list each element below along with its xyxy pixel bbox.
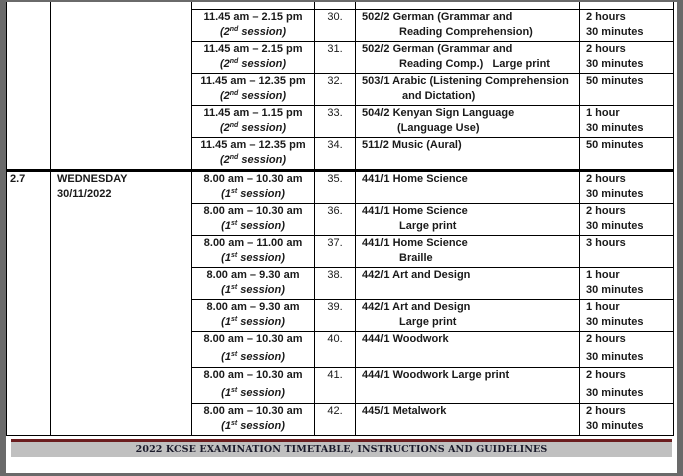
session-label: (1st session)	[221, 284, 285, 296]
paper-index: 36.	[315, 204, 356, 236]
duration-cell: 1 hour 30 minutes	[580, 268, 674, 300]
paper-index: 41.	[315, 368, 356, 404]
time-range: 11.45 am – 12.35 pm	[200, 139, 306, 151]
paper-index: 39.	[315, 300, 356, 332]
paper-index: 34.	[315, 138, 356, 171]
paper-title: 504/2 Kenyan Sign Language	[362, 107, 515, 119]
paper-subtitle: Braille	[399, 252, 433, 264]
time-cell	[192, 404, 315, 436]
paper-title: 442/1 Art and Design	[362, 269, 471, 281]
continuation-row	[7, 2, 674, 10]
session-label: (2nd session)	[219, 154, 287, 166]
session-label: (1st session)	[221, 351, 285, 363]
duration-cell: 3 hours	[580, 236, 674, 268]
paper-title: 502/2 German (Grammar and	[362, 43, 513, 55]
time-cell	[192, 138, 315, 171]
session-label: (1st session)	[221, 252, 285, 264]
duration-cell: 2 hours 30 minutes	[580, 368, 674, 404]
paper-cell	[356, 332, 580, 368]
day-label: WEDNESDAY	[57, 173, 128, 185]
paper-subtitle: Reading Comprehension)	[399, 26, 533, 38]
time-range: 8.00 am – 11.00 am	[203, 237, 303, 249]
time-range: 8.00 am – 9.30 am	[206, 301, 300, 313]
session-label: (2nd session)	[219, 58, 287, 70]
paper-subtitle: Large print	[399, 316, 457, 328]
session-label: (1st session)	[221, 220, 285, 232]
date-label: 30/11/2022	[57, 188, 112, 200]
time-cell	[192, 74, 315, 106]
time-range: 8.00 am – 10.30 am	[203, 369, 303, 381]
day-date-cell	[51, 171, 192, 436]
paper-cell	[356, 268, 580, 300]
duration-cell: 2 hours 30 minutes	[580, 42, 674, 74]
footer-title: 2022 KCSE EXAMINATION TIMETABLE, INSTRUCTIONS AND GUIDELINES	[11, 442, 672, 457]
session-label: (2nd session)	[219, 26, 287, 38]
time-range: 11.45 am – 2.15 pm	[203, 11, 303, 23]
paper-index: 33.	[315, 106, 356, 138]
paper-title: 511/2 Music (Aural)	[362, 139, 462, 151]
day-date-cell	[51, 2, 192, 171]
paper-cell	[356, 74, 580, 106]
paper-index: 32.	[315, 74, 356, 106]
session-label: (2nd session)	[219, 122, 287, 134]
section-number-cell	[7, 2, 51, 171]
time-range: 8.00 am – 10.30 am	[203, 333, 303, 345]
duration-cell: 2 hours 30 minutes	[580, 171, 674, 204]
time-cell	[192, 10, 315, 42]
paper-index: 38.	[315, 268, 356, 300]
paper-cell	[356, 138, 580, 171]
duration-cell: 2 hours 30 minutes	[580, 204, 674, 236]
paper-cell	[356, 171, 580, 204]
paper-cell	[356, 10, 580, 42]
paper-title: 503/1 Arabic (Listening Comprehension	[362, 75, 569, 87]
time-cell	[192, 204, 315, 236]
paper-index: 35.	[315, 171, 356, 204]
exam-timetable	[6, 2, 674, 436]
paper-cell	[356, 42, 580, 74]
paper-cell	[356, 368, 580, 404]
paper-title: 441/1 Home Science	[362, 205, 468, 217]
session-label: (1st session)	[221, 188, 285, 200]
time-cell	[192, 368, 315, 404]
paper-title: 502/2 German (Grammar and	[362, 11, 513, 23]
time-range: 8.00 am – 10.30 am	[203, 205, 303, 217]
paper-cell	[356, 300, 580, 332]
duration-cell: 2 hours 30 minutes	[580, 10, 674, 42]
paper-cell	[356, 204, 580, 236]
duration-cell: 50 minutes	[580, 138, 674, 171]
time-cell	[192, 171, 315, 204]
time-cell	[192, 332, 315, 368]
table-row	[7, 171, 674, 204]
session-label: (1st session)	[221, 420, 285, 432]
session-label: (2nd session)	[219, 90, 287, 102]
duration-cell: 1 hour 30 minutes	[580, 300, 674, 332]
paper-title: 445/1 Metalwork	[362, 405, 447, 417]
paper-title: 441/1 Home Science	[362, 173, 468, 185]
paper-cell	[356, 404, 580, 436]
paper-subtitle: and Dictation)	[402, 90, 476, 102]
paper-subtitle: (Language Use)	[397, 122, 480, 134]
duration-cell: 2 hours 30 minutes	[580, 332, 674, 368]
time-range: 8.00 am – 9.30 am	[206, 269, 300, 281]
time-cell	[192, 106, 315, 138]
paper-index: 37.	[315, 236, 356, 268]
duration-cell: 50 minutes	[580, 74, 674, 106]
section-number: 2.7	[10, 173, 26, 185]
duration-cell: 2 hours 30 minutes	[580, 404, 674, 436]
time-range: 8.00 am – 10.30 am	[203, 405, 303, 417]
paper-title: 442/1 Art and Design	[362, 301, 471, 313]
time-range: 11.45 am – 12.35 pm	[200, 75, 306, 87]
time-range: 11.45 am – 1.15 pm	[203, 107, 303, 119]
session-label: (1st session)	[221, 316, 285, 328]
paper-subtitle: Reading Comp.) Large print	[399, 58, 550, 70]
time-range: 8.00 am – 10.30 am	[203, 173, 303, 185]
section-number-cell	[7, 171, 51, 436]
paper-cell	[356, 106, 580, 138]
paper-index: 40.	[315, 332, 356, 368]
paper-title: 444/1 Woodwork Large print	[362, 369, 510, 381]
paper-index: 30.	[315, 10, 356, 42]
paper-cell	[356, 236, 580, 268]
session-label: (1st session)	[221, 387, 285, 399]
paper-title: 441/1 Home Science	[362, 237, 468, 249]
paper-index: 42.	[315, 404, 356, 436]
time-cell	[192, 268, 315, 300]
paper-subtitle: Large print	[399, 220, 457, 232]
time-cell	[192, 300, 315, 332]
paper-title: 444/1 Woodwork	[362, 333, 449, 345]
time-cell	[192, 236, 315, 268]
paper-index: 31.	[315, 42, 356, 74]
time-range: 11.45 am – 2.15 pm	[203, 43, 303, 55]
time-cell	[192, 42, 315, 74]
duration-cell: 1 hour 30 minutes	[580, 106, 674, 138]
